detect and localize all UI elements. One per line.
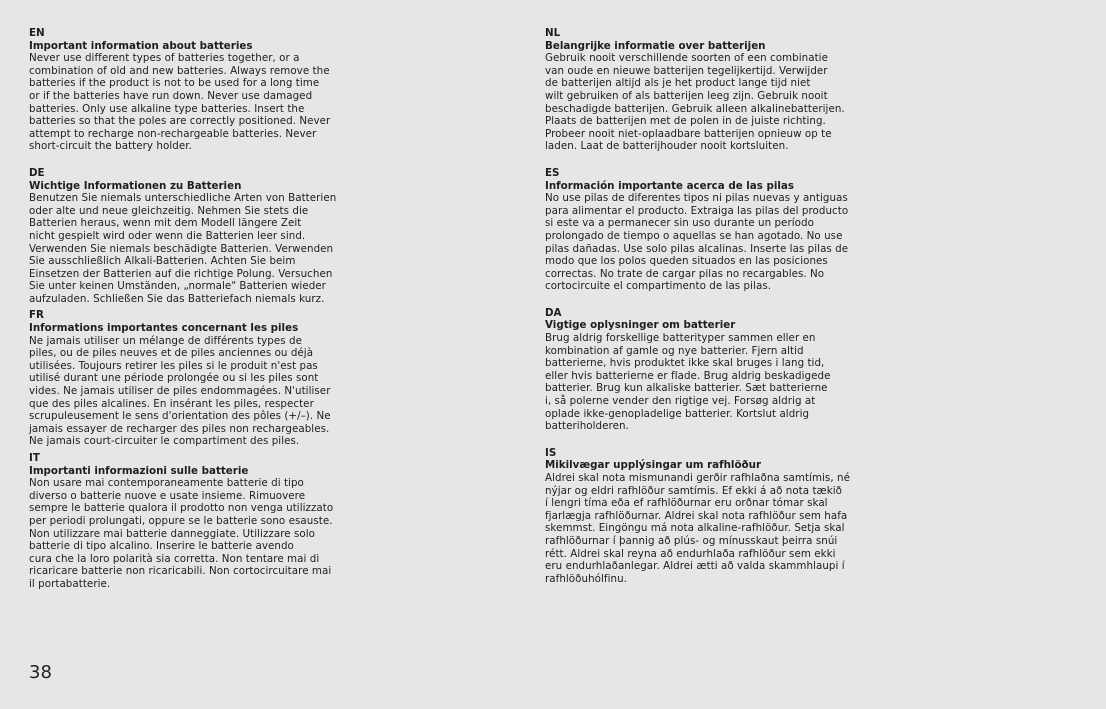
body-text-line: eru endurhlaðanlegar. Aldrei ætti að valda skammhlaupi í bbox=[545, 560, 845, 573]
body-text-line: Gebruik nooit verschillende soorten of een combinatie bbox=[545, 52, 828, 65]
body-text-line: Non usare mai contemporaneamente batterie di tipo bbox=[29, 477, 304, 490]
body-text-line: Sie unter keinen Umständen, „normale" Batterien wieder bbox=[29, 280, 326, 293]
language-section-en bbox=[29, 27, 374, 153]
left-column bbox=[29, 27, 374, 591]
section-heading: Belangrijke informatie over batterijen bbox=[545, 39, 766, 52]
language-section-it bbox=[29, 452, 374, 591]
body-text-line: per periodi prolungati, oppure se le batterie sono esauste. bbox=[29, 514, 333, 527]
section-heading: Vigtige oplysninger om batterier bbox=[545, 319, 736, 332]
body-text-line: wilt gebruiken of als batterijen leeg zijn. Gebruik nooit bbox=[545, 89, 828, 102]
body-text-line: rafhlöðuhólfinu. bbox=[545, 572, 627, 585]
body-text-line: batterierne, hvis produktet ikke skal bruges i lang tid, bbox=[545, 357, 825, 370]
body-text-line: Verwenden Sie niemals beschädigte Batterien. Verwenden bbox=[29, 242, 334, 255]
body-text-line: rétt. Aldrei skal reyna að endurhlaða rafhlöður sem ekki bbox=[545, 547, 836, 560]
body-text-line: piles, ou de piles neuves et de piles anciennes ou déjà bbox=[29, 347, 314, 360]
body-text-line: jamais essayer de recharger des piles non rechargeables. bbox=[29, 422, 330, 435]
body-text-line: beschadigde batterijen. Gebruik alleen alkalinebatterijen. bbox=[545, 102, 845, 115]
body-text-line: Ne jamais court-circuiter le compartiment des piles. bbox=[29, 435, 300, 448]
body-text-line: scrupuleusement le sens d'orientation des pôles (+/–). Ne bbox=[29, 410, 331, 423]
language-code: FR bbox=[29, 309, 44, 322]
body-text-line: Brug aldrig forskellige batterityper sammen eller en bbox=[545, 332, 816, 345]
body-text-line: que des piles alcalines. En insérant les piles, respecter bbox=[29, 397, 314, 410]
body-text-line: kombination af gamle og nye batterier. Fjern altid bbox=[545, 344, 804, 357]
section-heading: Informations importantes concernant les piles bbox=[29, 322, 299, 335]
body-text-line: laden. Laat de batterijhouder nooit kortsluiten. bbox=[545, 140, 789, 153]
body-text-line: Einsetzen der Batterien auf die richtige Polung. Versuchen bbox=[29, 267, 333, 280]
right-column bbox=[545, 27, 890, 585]
body-text-line: Probeer nooit niet-oplaadbare batterijen opnieuw op te bbox=[545, 127, 832, 140]
page-number: 38 bbox=[29, 662, 52, 683]
body-text-line: combination of old and new batteries. Always remove the bbox=[29, 64, 330, 77]
body-text-line: or if the batteries have run down. Never use damaged bbox=[29, 89, 313, 102]
body-text-line: nicht gespielt wird oder wenn die Batterien leer sind. bbox=[29, 229, 306, 242]
body-text-line: Non utilizzare mai batterie danneggiate. Utilizzare solo bbox=[29, 527, 316, 540]
body-text-line: Sie ausschließlich Alkali-Batterien. Achten Sie beim bbox=[29, 255, 296, 268]
language-section-es bbox=[545, 167, 890, 293]
body-text-line: eller hvis batterierne er flade. Brug aldrig beskadigede bbox=[545, 369, 831, 382]
language-code: IS bbox=[545, 446, 557, 459]
body-text-line: diverso o batterie nuove e usate insieme. Rimuovere bbox=[29, 489, 306, 502]
body-text-line: nýjar og eldri rafhlöður samtímis. Ef ekki á að nota tækið bbox=[545, 484, 842, 497]
language-code: NL bbox=[545, 27, 561, 39]
body-text-line: vides. Ne jamais utiliser de piles endommagées. N'utiliser bbox=[29, 385, 331, 398]
body-text-line: correctas. No trate de cargar pilas no recargables. No bbox=[545, 267, 825, 280]
body-text-line: de batterijen altijd als je het product lange tijd niet bbox=[545, 77, 811, 90]
body-text-line: batteries so that the poles are correctly positioned. Never bbox=[29, 115, 331, 128]
body-text-line: batterie di tipo alcalino. Inserire le batterie avendo bbox=[29, 540, 294, 553]
body-text-line: ricaricare batterie non ricaricabili. Non cortocircuitare mai bbox=[29, 565, 332, 578]
body-text-line: sempre le batterie qualora il prodotto non venga utilizzato bbox=[29, 502, 334, 515]
body-text-line: para alimentar el producto. Extraiga las pilas del producto bbox=[545, 204, 849, 217]
body-text-line: pilas dañadas. Use solo pilas alcalinas. Inserte las pilas de bbox=[545, 242, 849, 255]
body-text-line: utilisées. Toujours retirer les piles si le produit n'est pas bbox=[29, 359, 318, 372]
body-text-line: i, så polerne vender den rigtige vej. Forsøg aldrig at bbox=[545, 395, 816, 408]
language-code: DA bbox=[545, 306, 562, 319]
body-text-line: aufzuladen. Schließen Sie das Batteriefach niemals kurz. bbox=[29, 292, 325, 305]
body-text-line: cura che la loro polarità sia corretta. Non tentare mai di bbox=[29, 552, 320, 565]
body-text-line: skemmst. Eingöngu má nota alkaline-rafhlöður. Setja skal bbox=[545, 522, 845, 535]
body-text-line: Never use different types of batteries together, or a bbox=[29, 52, 300, 65]
body-text-line: il portabatterie. bbox=[29, 577, 111, 590]
body-text-line: prolongado de tiempo o aquellas se han agotado. No use bbox=[545, 229, 843, 242]
body-text-line: batteriholderen. bbox=[545, 420, 629, 433]
section-heading: Wichtige Informationen zu Batterien bbox=[29, 179, 242, 192]
section-heading: Mikilvægar upplýsingar um rafhlöður bbox=[545, 459, 762, 472]
body-text-line: rafhlöðurnar í þannig að plús- og mínusskaut þeirra snúi bbox=[545, 534, 838, 547]
body-text-line: oplade ikke-genopladelige batterier. Kortslut aldrig bbox=[545, 407, 810, 420]
section-heading: Important information about batteries bbox=[29, 39, 253, 52]
body-text-line: Plaats de batterijen met de polen in de juiste richting. bbox=[545, 115, 826, 128]
body-text-line: Ne jamais utiliser un mélange de différents types de bbox=[29, 334, 302, 347]
language-code: IT bbox=[29, 452, 40, 464]
section-heading: Información importante acerca de las pilas bbox=[545, 179, 794, 192]
language-section-da bbox=[545, 307, 890, 433]
body-text-line: si este va a permanecer sin uso durante un período bbox=[545, 217, 814, 230]
body-text-line: No use pilas de diferentes tipos ni pilas nuevas y antiguas bbox=[545, 192, 848, 205]
body-text-line: utilisé durant une période prolongée ou si les piles sont bbox=[29, 372, 319, 385]
body-text-line: Batterien heraus, wenn mit dem Modell längere Zeit bbox=[29, 217, 302, 230]
body-text-line: van oude en nieuwe batterijen tegelijkertijd. Verwijder bbox=[545, 64, 828, 77]
body-text-line: batterier. Brug kun alkaliske batterier. Sæt batterierne bbox=[545, 382, 828, 395]
language-section-is bbox=[545, 447, 890, 586]
body-text-line: fjarlægja rafhlöðurnar. Aldrei skal nota rafhlöður sem hafa bbox=[545, 509, 848, 522]
body-text-line: í lengri tíma eða ef rafhlöðurnar eru orðnar tómar skal bbox=[545, 497, 828, 510]
language-section-fr bbox=[29, 309, 374, 448]
language-code: ES bbox=[545, 166, 560, 179]
body-text-line: short-circuit the battery holder. bbox=[29, 140, 192, 153]
body-text-line: Benutzen Sie niemals unterschiedliche Arten von Batterien bbox=[29, 192, 337, 205]
body-text-line: Aldrei skal nota mismunandi gerðir rafhlaðna samtímis, né bbox=[545, 472, 850, 484]
language-code: EN bbox=[29, 27, 45, 39]
body-text-line: cortocircuite el compartimento de las pilas. bbox=[545, 280, 772, 293]
language-code: DE bbox=[29, 166, 45, 179]
body-text-line: batteries. Only use alkaline type batteries. Insert the bbox=[29, 102, 305, 115]
language-section-de bbox=[29, 167, 374, 306]
body-text-line: batteries if the product is not to be used for a long time bbox=[29, 77, 320, 90]
body-text-line: modo que los polos queden situados en las posiciones bbox=[545, 255, 828, 268]
language-section-nl bbox=[545, 27, 890, 153]
body-text-line: oder alte und neue gleichzeitig. Nehmen Sie stets die bbox=[29, 204, 309, 217]
section-heading: Importanti informazioni sulle batterie bbox=[29, 464, 249, 477]
body-text-line: attempt to recharge non-rechargeable batteries. Never bbox=[29, 127, 317, 140]
